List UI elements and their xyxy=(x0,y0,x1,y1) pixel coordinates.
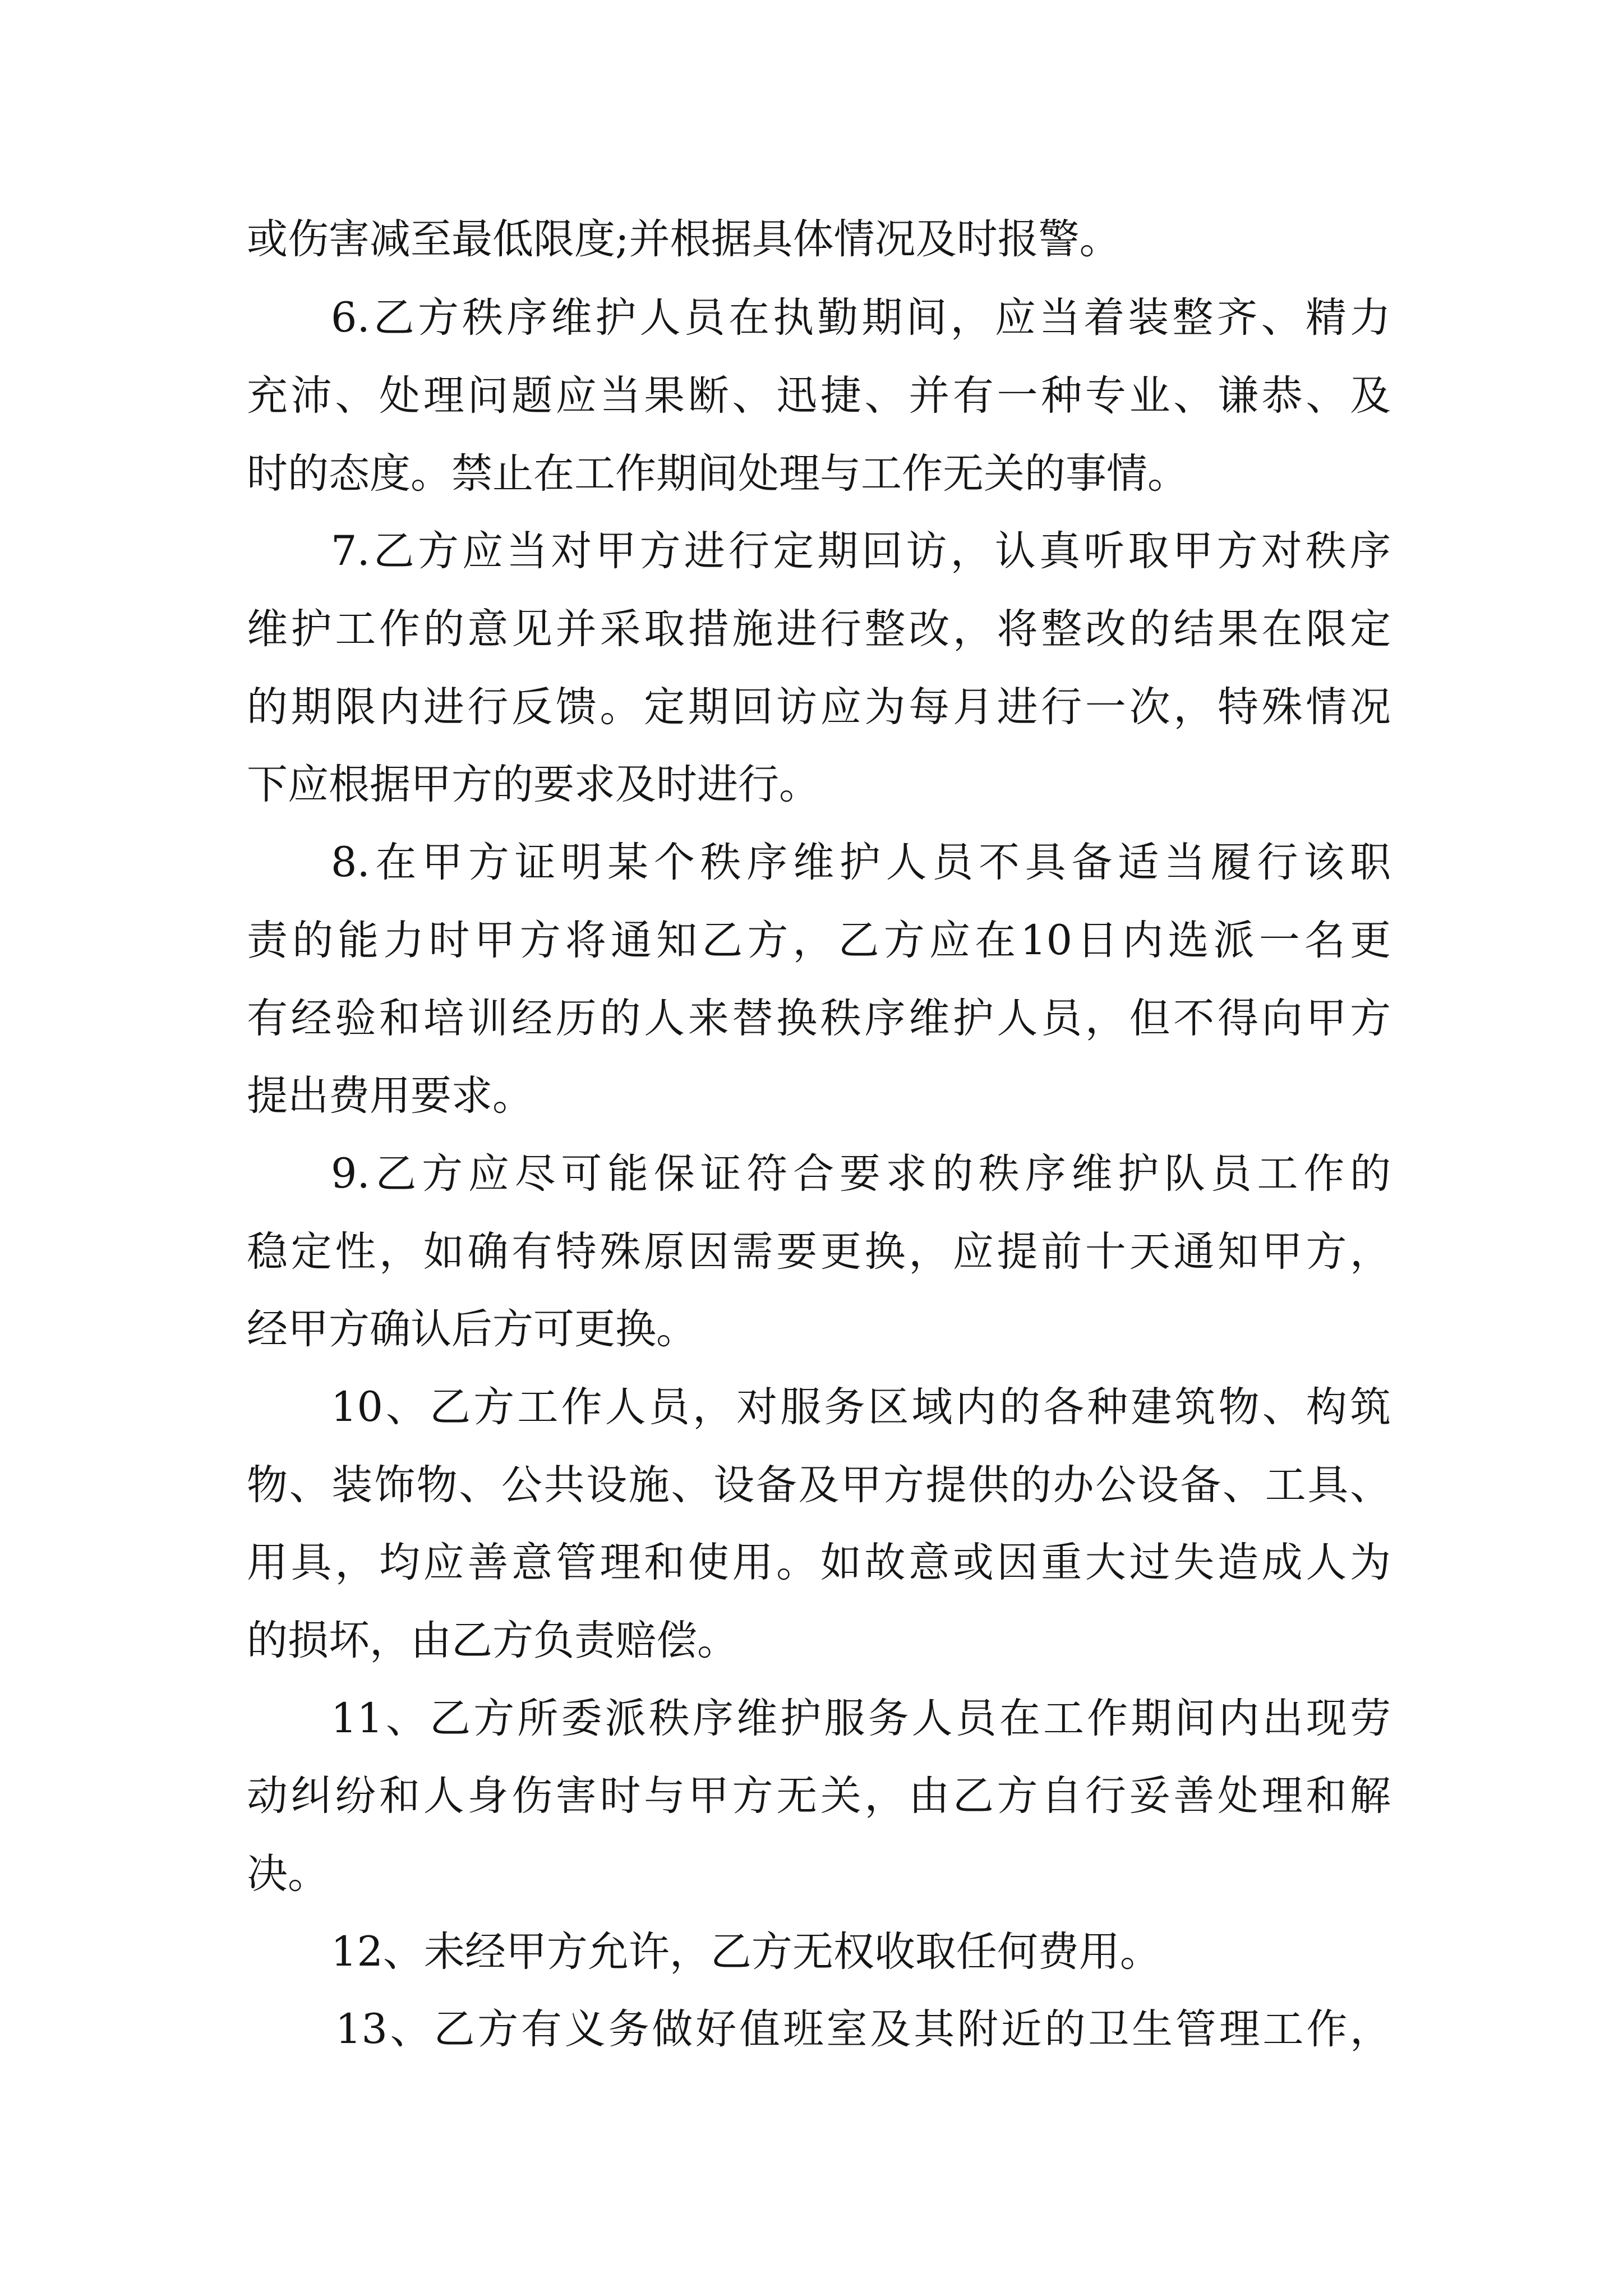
paragraph-13-line: 13、乙方有义务做好值班室及其附近的卫生管理工作， xyxy=(335,2005,1391,2053)
paragraph-7-line: 7.乙方应当对甲方进行定期回访，认真听取甲方对秩序 xyxy=(331,527,1391,575)
paragraph-11-line: 决。 xyxy=(247,1850,329,1898)
paragraph-6-line: 时的态度。禁止在工作期间处理与工作无关的事情。 xyxy=(247,450,1188,498)
paragraph-8-line: 提出费用要求。 xyxy=(247,1072,533,1120)
paragraph-7-line: 下应根据甲方的要求及时进行。 xyxy=(247,761,820,808)
paragraph-11-line: 11、乙方所委派秩序维护服务人员在工作期间内出现劳 xyxy=(331,1695,1391,1742)
paragraph-6-line: 充沛、处理问题应当果断、迅捷、并有一种专业、谦恭、及 xyxy=(247,372,1391,420)
paragraph-8-line: 有经验和培训经历的人来替换秩序维护人员，但不得向甲方 xyxy=(247,995,1391,1042)
paragraph-6-line: 6.乙方秩序维护人员在执勤期间，应当着装整齐、精力 xyxy=(331,294,1391,342)
paragraph-9-line: 经甲方确认后方可更换。 xyxy=(247,1305,697,1353)
paragraph-7-line: 维护工作的意见并采取措施进行整改，将整改的结果在限定 xyxy=(247,605,1391,653)
paragraph-10-line: 用具，均应善意管理和使用。如故意或因重大过失造成人为 xyxy=(247,1539,1391,1586)
paragraph-7-line: 的期限内进行反馈。定期回访应为每月进行一次，特殊情况 xyxy=(247,683,1391,731)
paragraph-9-line: 9.乙方应尽可能保证符合要求的秩序维护队员工作的 xyxy=(331,1150,1391,1198)
paragraph-10-line: 物、装饰物、公共设施、设备及甲方提供的办公设备、工具、 xyxy=(247,1461,1391,1509)
text-line: 或伤害减至最低限度;并根据具体情况及时报警。 xyxy=(247,215,1121,263)
paragraph-11-line: 动纠纷和人身伤害时与甲方无关，由乙方自行妥善处理和解 xyxy=(247,1772,1391,1820)
paragraph-10-line: 10、乙方工作人员，对服务区域内的各种建筑物、构筑 xyxy=(331,1383,1391,1431)
paragraph-8-line: 8.在甲方证明某个秩序维护人员不具备适当履行该职 xyxy=(331,839,1391,886)
paragraph-10-line: 的损坏，由乙方负责赔偿。 xyxy=(247,1617,738,1664)
paragraph-12-line: 12、未经甲方允许，乙方无权收取任何费用。 xyxy=(331,1928,1161,1976)
paragraph-9-line: 稳定性，如确有特殊原因需要更换，应提前十天通知甲方， xyxy=(247,1228,1391,1276)
paragraph-8-line: 责的能力时甲方将通知乙方，乙方应在10日内选派一名更 xyxy=(247,917,1391,964)
